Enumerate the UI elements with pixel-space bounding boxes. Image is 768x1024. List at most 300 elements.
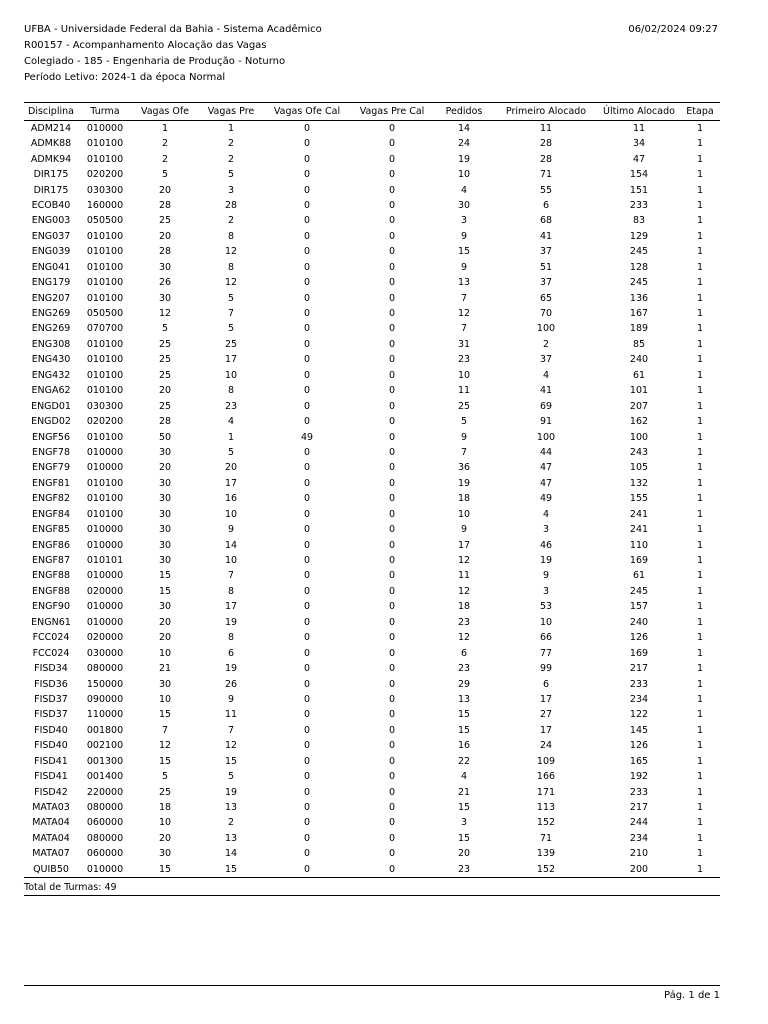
table-cell: 0: [388, 632, 396, 644]
table-cell: 20: [158, 184, 172, 196]
table-cell: 1: [696, 138, 704, 150]
table-cell: 6: [542, 678, 550, 690]
table-cell: 18: [457, 493, 471, 505]
table-cell: 0: [303, 277, 311, 289]
table-row: [24, 445, 720, 460]
table-row: [24, 290, 720, 305]
table-row: [24, 321, 720, 336]
table-cell: 1: [227, 431, 235, 443]
table-cell: 30: [158, 678, 172, 690]
table-cell: 11: [224, 709, 238, 721]
table-cell: ENGF81: [31, 477, 71, 489]
table-cell: 010000: [86, 123, 124, 134]
table-cell: 0: [303, 416, 311, 428]
period-line: Período Letivo: 2024-1 da época Normal: [24, 72, 226, 83]
table-row: [24, 398, 720, 413]
table-cell: 19: [457, 477, 471, 489]
table-cell: 245: [629, 585, 649, 597]
table-cell: 2: [227, 215, 235, 227]
table-cell: 23: [457, 354, 471, 366]
column-header: Primeiro Alocado: [494, 103, 598, 121]
table-row: [24, 568, 720, 583]
table-row: [24, 121, 720, 137]
table-cell: 30: [158, 539, 172, 551]
table-cell: 20: [158, 462, 172, 474]
table-cell: 0: [388, 802, 396, 814]
table-cell: 0: [388, 123, 396, 134]
table-cell: 20: [158, 385, 172, 397]
table-cell: 1: [696, 215, 704, 227]
table-cell: 10: [158, 693, 172, 705]
table-cell: 3: [227, 184, 235, 196]
table-cell: 0: [388, 771, 396, 783]
table-cell: 46: [539, 539, 553, 551]
table-row: [24, 615, 720, 630]
table-cell: 5: [227, 446, 235, 458]
table-cell: 0: [388, 524, 396, 536]
table-cell: 15: [457, 724, 471, 736]
table-cell: 126: [629, 632, 649, 644]
table-cell: 010100: [86, 477, 124, 489]
table-cell: 0: [388, 261, 396, 273]
table-cell: 2: [542, 338, 550, 350]
table-cell: 020200: [86, 169, 124, 181]
table-row: [24, 537, 720, 552]
table-cell: DIR175: [33, 169, 69, 181]
table-row: [24, 182, 720, 197]
table-cell: 5: [227, 169, 235, 181]
table-cell: 9: [542, 570, 550, 582]
table-cell: 1: [696, 261, 704, 273]
table-cell: 060000: [86, 817, 124, 829]
table-cell: 28: [224, 199, 238, 211]
table-cell: FISD40: [34, 740, 68, 752]
table-cell: 0: [388, 369, 396, 381]
table-cell: 50: [158, 431, 172, 443]
table-cell: 0: [388, 755, 396, 767]
table-cell: 001800: [86, 724, 124, 736]
table-cell: 3: [542, 524, 550, 536]
table-cell: 010100: [86, 277, 124, 289]
table-cell: 0: [303, 601, 311, 613]
table-cell: 050500: [86, 308, 124, 320]
table-cell: ENG179: [31, 277, 71, 289]
table-cell: 0: [303, 632, 311, 644]
table-cell: 0: [303, 338, 311, 350]
table-cell: 10: [158, 647, 172, 659]
table-cell: 6: [460, 647, 468, 659]
table-cell: 0: [303, 693, 311, 705]
table-cell: 110: [629, 539, 649, 551]
table-cell: 136: [629, 292, 649, 304]
table-row: [24, 599, 720, 614]
table-cell: 8: [227, 632, 235, 644]
table-cell: 234: [629, 693, 649, 705]
table-cell: 1: [696, 462, 704, 474]
table-cell: 1: [696, 446, 704, 458]
table-cell: 155: [629, 493, 649, 505]
table-row: [24, 460, 720, 475]
table-cell: 10: [457, 508, 471, 520]
table-row: [24, 229, 720, 244]
table-cell: 20: [158, 632, 172, 644]
table-cell: 010100: [86, 493, 124, 505]
table-cell: 7: [460, 446, 468, 458]
table-row: [24, 645, 720, 660]
table-row: [24, 337, 720, 352]
table-cell: 010000: [86, 570, 124, 582]
table-cell: 19: [224, 786, 238, 798]
table-cell: 11: [539, 123, 553, 134]
table-cell: 1: [696, 848, 704, 860]
table-cell: 19: [224, 663, 238, 675]
table-cell: FCC024: [32, 632, 70, 644]
table-cell: 101: [629, 385, 649, 397]
table-cell: 169: [629, 647, 649, 659]
table-cell: 030300: [86, 400, 124, 412]
table-cell: 030300: [86, 184, 124, 196]
table-cell: 65: [539, 292, 553, 304]
table-cell: 010100: [86, 385, 124, 397]
allocation-table: [24, 102, 720, 878]
table-body: [24, 121, 720, 878]
table-cell: 14: [224, 539, 238, 551]
table-cell: 113: [536, 802, 556, 814]
table-cell: 30: [158, 508, 172, 520]
table-cell: 0: [264, 862, 350, 878]
table-cell: 0: [303, 555, 311, 567]
table-cell: MATA07: [32, 848, 70, 860]
table-cell: 010100: [86, 292, 124, 304]
table-cell: ENG003: [31, 215, 71, 227]
table-cell: 11: [632, 123, 646, 134]
table-cell: 10: [224, 508, 238, 520]
table-cell: 151: [629, 184, 649, 196]
table-cell: 8: [227, 261, 235, 273]
column-header: Último Alocado: [598, 103, 680, 121]
table-cell: ENG269: [31, 323, 71, 335]
table-cell: 37: [539, 277, 553, 289]
report-header: [24, 22, 322, 86]
table-cell: 0: [303, 539, 311, 551]
table-cell: 47: [632, 153, 646, 165]
table-cell: 0: [303, 832, 311, 844]
table-cell: 12: [224, 246, 238, 258]
table-cell: 010100: [86, 261, 124, 273]
table-row: [24, 707, 720, 722]
table-cell: 080000: [86, 832, 124, 844]
table-cell: 0: [303, 724, 311, 736]
table-cell: FISD37: [34, 693, 68, 705]
table-cell: ENG432: [31, 369, 71, 381]
table-cell: 0: [388, 138, 396, 150]
table-cell: 1: [696, 184, 704, 196]
table-cell: 19: [224, 616, 238, 628]
table-cell: 0: [388, 338, 396, 350]
table-cell: 15: [158, 755, 172, 767]
table-cell: 4: [542, 369, 550, 381]
table-cell: 49: [300, 431, 314, 443]
table-cell: 1: [696, 369, 704, 381]
table-cell: 0: [388, 539, 396, 551]
table-cell: ADMK94: [30, 153, 72, 165]
table-cell: 0: [388, 848, 396, 860]
table-cell: 0: [303, 385, 311, 397]
table-cell: 166: [536, 771, 556, 783]
table-row: [24, 507, 720, 522]
table-cell: 157: [629, 601, 649, 613]
table-cell: DIR175: [33, 184, 69, 196]
table-row: [24, 198, 720, 213]
column-header: Turma: [78, 103, 132, 121]
table-cell: 17: [539, 724, 553, 736]
table-cell: 0: [303, 215, 311, 227]
table-cell: 0: [303, 709, 311, 721]
table-cell: ENGF87: [31, 555, 71, 567]
table-cell: 1: [696, 817, 704, 829]
table-cell: ENGF84: [31, 508, 71, 520]
table-cell: 25: [224, 338, 238, 350]
table-cell: 44: [539, 446, 553, 458]
table-cell: 1: [696, 477, 704, 489]
column-header: Vagas Pre Cal: [350, 103, 434, 121]
table-cell: 010000: [86, 524, 124, 536]
table-cell: 0: [388, 601, 396, 613]
table-cell: 0: [388, 786, 396, 798]
page-number: Pág. 1 de 1: [664, 990, 720, 1001]
table-cell: 0: [388, 724, 396, 736]
table-cell: 9: [227, 693, 235, 705]
table-cell: 0: [388, 462, 396, 474]
table-cell: 27: [539, 709, 553, 721]
table-cell: 49: [539, 493, 553, 505]
table-cell: 171: [536, 786, 556, 798]
table-cell: FISD37: [34, 709, 68, 721]
table-cell: 30: [158, 261, 172, 273]
table-cell: 1: [696, 740, 704, 752]
table-cell: 217: [629, 802, 649, 814]
table-cell: 0: [303, 400, 311, 412]
table-cell: ENGD02: [31, 416, 71, 428]
table-row: [24, 815, 720, 830]
table-cell: 150000: [86, 678, 124, 690]
table-cell: 47: [539, 477, 553, 489]
table-cell: 210: [629, 848, 649, 860]
table-cell: ENGF90: [31, 601, 71, 613]
table-cell: 10: [457, 169, 471, 181]
table-cell: 0: [303, 740, 311, 752]
table-cell: 17: [224, 477, 238, 489]
table-cell: 37: [539, 246, 553, 258]
table-cell: 30: [457, 199, 471, 211]
table-cell: 2: [161, 138, 169, 150]
table-cell: 0: [303, 493, 311, 505]
table-cell: 12: [224, 277, 238, 289]
table-cell: 15: [158, 570, 172, 582]
table-cell: 0: [388, 292, 396, 304]
column-header: Pedidos: [434, 103, 494, 121]
table-cell: 139: [536, 848, 556, 860]
table-cell: 217: [629, 663, 649, 675]
table-cell: 1: [696, 771, 704, 783]
table-cell: 1: [696, 153, 704, 165]
table-cell: 1: [696, 400, 704, 412]
table-cell: 0: [303, 246, 311, 258]
table-cell: 7: [460, 323, 468, 335]
table-cell: 0: [303, 786, 311, 798]
table-cell: 41: [539, 385, 553, 397]
table-cell: 245: [629, 246, 649, 258]
table-row: [24, 846, 720, 861]
table-cell: ENGF78: [31, 446, 71, 458]
table-row: [24, 522, 720, 537]
table-cell: 0: [303, 663, 311, 675]
table-cell: 0: [303, 755, 311, 767]
table-cell: 0: [303, 323, 311, 335]
table-cell: 19: [539, 555, 553, 567]
table-cell: 26: [224, 678, 238, 690]
table-cell: 0: [388, 277, 396, 289]
table-cell: 3: [460, 215, 468, 227]
table-row: [24, 151, 720, 166]
table-cell: 220000: [86, 786, 124, 798]
table-cell: 0: [303, 771, 311, 783]
table-cell: 8: [227, 385, 235, 397]
table-cell: 030000: [86, 647, 124, 659]
table-cell: 0: [388, 493, 396, 505]
table-cell: 13: [457, 277, 471, 289]
table-cell: 12: [457, 585, 471, 597]
table-cell: 4: [460, 184, 468, 196]
table-cell: 0: [303, 524, 311, 536]
table-cell: 020000: [86, 632, 124, 644]
table-cell: 0: [303, 817, 311, 829]
table-cell: 243: [629, 446, 649, 458]
table-cell: 12: [158, 740, 172, 752]
table-cell: 169: [629, 555, 649, 567]
table-cell: 5: [161, 169, 169, 181]
table-cell: 15: [457, 802, 471, 814]
table-row: [24, 738, 720, 753]
table-cell: 15: [224, 755, 238, 767]
table-cell: 0: [303, 292, 311, 304]
table-cell: 240: [629, 616, 649, 628]
table-cell: 1: [696, 338, 704, 350]
table-cell: 13: [224, 802, 238, 814]
table-row: [24, 862, 720, 878]
table-cell: 1: [696, 508, 704, 520]
table-cell: 0: [303, 802, 311, 814]
table-cell: 99: [539, 663, 553, 675]
table-cell: 001300: [86, 755, 124, 767]
table-cell: 77: [539, 647, 553, 659]
table-cell: 15: [457, 246, 471, 258]
table-cell: 0: [303, 616, 311, 628]
table-row: [24, 414, 720, 429]
table-cell: 14: [457, 123, 471, 134]
table-cell: 233: [629, 786, 649, 798]
table-row: [24, 723, 720, 738]
table-cell: 1: [696, 123, 704, 134]
table-cell: ENGF85: [31, 524, 71, 536]
table-cell: 0: [303, 477, 311, 489]
table-cell: 0: [303, 647, 311, 659]
table-cell: FISD40: [34, 724, 68, 736]
report-title: R00157 - Acompanhamento Alocação das Vagas: [24, 40, 267, 51]
table-cell: 0: [388, 555, 396, 567]
table-cell: 080000: [86, 802, 124, 814]
table-cell: 2: [227, 817, 235, 829]
table-row: [24, 784, 720, 799]
table-cell: 15: [198, 862, 264, 878]
table-cell: 1: [227, 123, 235, 134]
table-cell: ADMK88: [30, 138, 72, 150]
table-row: [24, 831, 720, 846]
table-cell: 5: [227, 292, 235, 304]
table-cell: 1: [696, 277, 704, 289]
table-cell: ENG041: [31, 261, 71, 273]
table-cell: 1: [696, 585, 704, 597]
table-cell: 010000: [78, 862, 132, 878]
table-cell: MATA04: [32, 817, 70, 829]
table-cell: FISD36: [34, 678, 68, 690]
table-cell: 0: [388, 570, 396, 582]
table-cell: ENGF56: [31, 431, 71, 443]
table-cell: 25: [158, 215, 172, 227]
table-cell: 1: [696, 354, 704, 366]
table-cell: 0: [303, 153, 311, 165]
table-row: [24, 275, 720, 290]
table-cell: 30: [158, 555, 172, 567]
table-cell: 241: [629, 524, 649, 536]
table-cell: 91: [539, 416, 553, 428]
table-cell: 20: [457, 848, 471, 860]
total-classes: Total de Turmas: 49: [24, 881, 720, 896]
table-cell: 10: [539, 616, 553, 628]
table-cell: 15: [457, 709, 471, 721]
footer-divider: [24, 985, 720, 986]
column-header: Etapa: [680, 103, 720, 121]
table-cell: 7: [227, 570, 235, 582]
table-cell: 0: [303, 848, 311, 860]
table-cell: 1: [696, 555, 704, 567]
table-cell: 160000: [86, 199, 124, 211]
table-row: [24, 476, 720, 491]
table-cell: ENG039: [31, 246, 71, 258]
table-cell: 9: [460, 230, 468, 242]
table-cell: 30: [158, 524, 172, 536]
table-cell: 241: [629, 508, 649, 520]
table-cell: FISD41: [34, 771, 68, 783]
table-cell: 105: [629, 462, 649, 474]
table-cell: 010000: [86, 462, 124, 474]
table-cell: 30: [158, 848, 172, 860]
table-cell: 18: [158, 802, 172, 814]
table-cell: 28: [158, 199, 172, 211]
table-cell: 090000: [86, 693, 124, 705]
table-cell: 070700: [86, 323, 124, 335]
table-cell: 126: [629, 740, 649, 752]
table-cell: 23: [434, 862, 494, 878]
table-cell: 128: [629, 261, 649, 273]
table-cell: 200: [598, 862, 680, 878]
table-cell: 0: [388, 308, 396, 320]
table-cell: 1: [696, 199, 704, 211]
table-cell: 010000: [86, 616, 124, 628]
table-cell: 1: [696, 693, 704, 705]
table-cell: 23: [224, 400, 238, 412]
table-cell: 30: [158, 493, 172, 505]
